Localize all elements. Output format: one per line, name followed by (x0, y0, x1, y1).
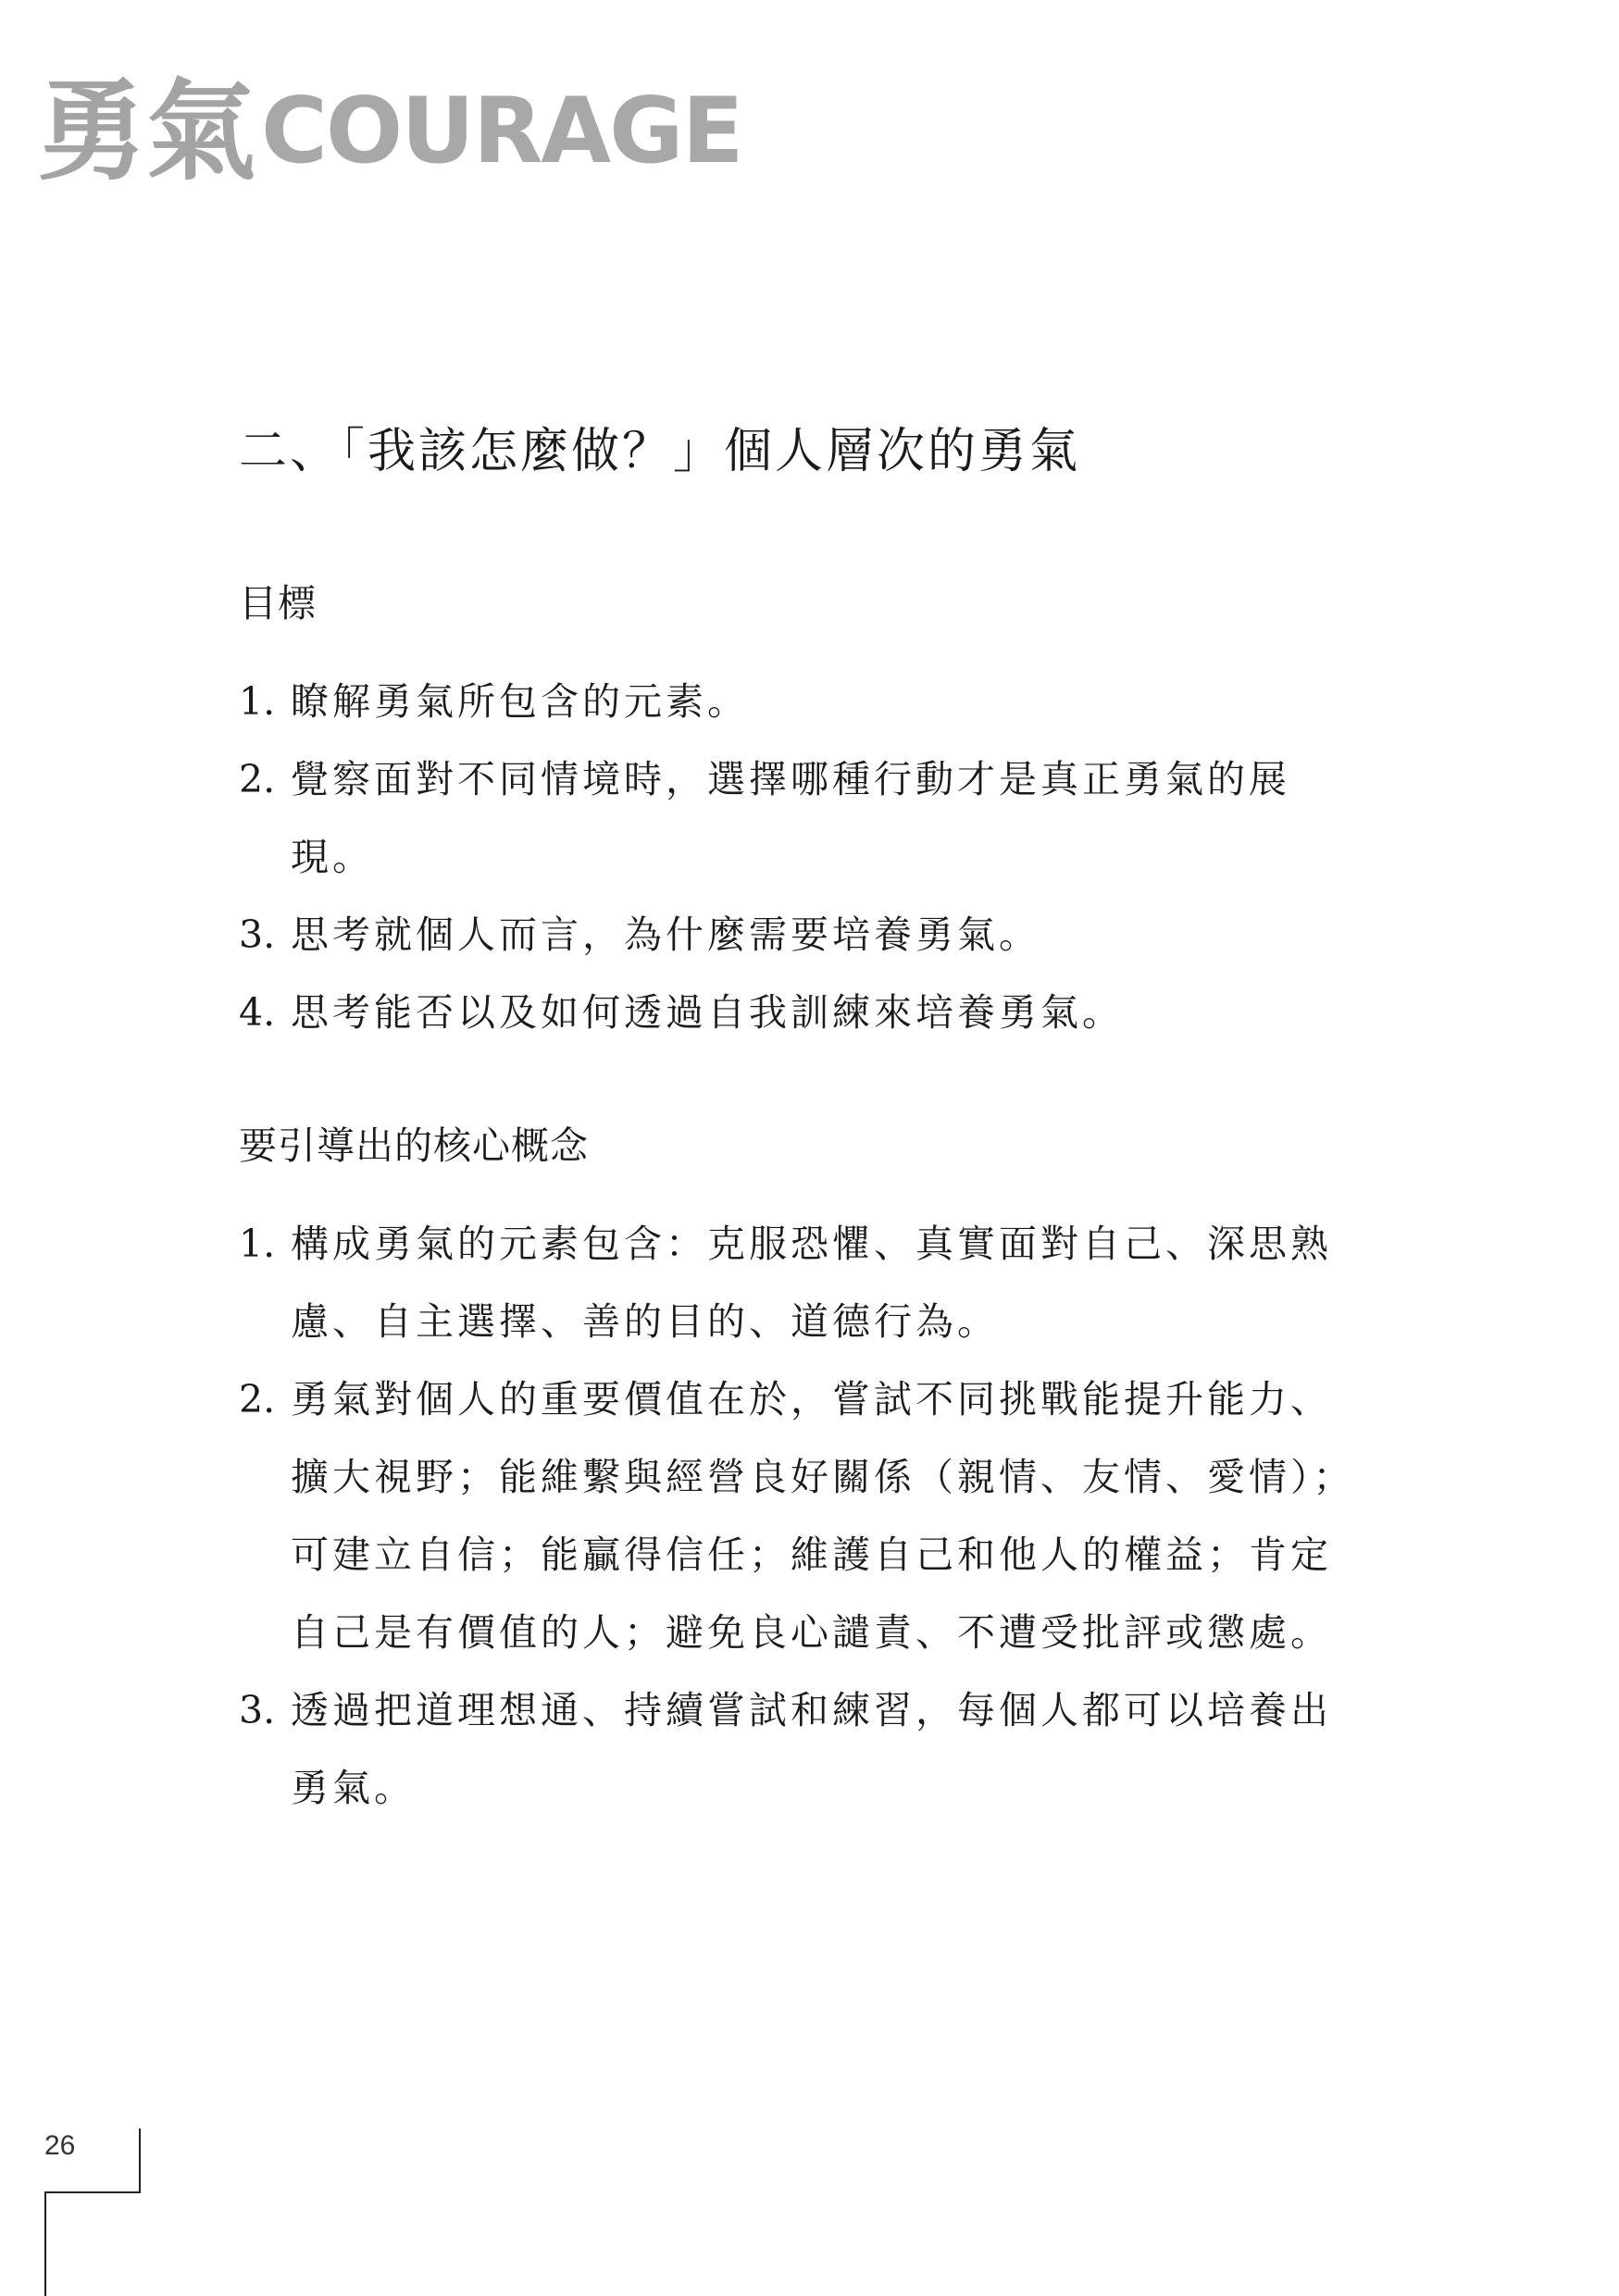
page-number: 26 (44, 2130, 76, 2161)
logo-latin-text: COURAGE (261, 79, 742, 184)
list-item-text: 透過把道理想通、持續嘗試和練習，每個人都可以培養出勇氣。 (291, 1688, 1332, 1810)
corner-mark-edge (44, 2191, 46, 2296)
goals-section (239, 581, 1359, 1051)
list-item-text: 思考能否以及如何透過自我訓練來培養勇氣。 (291, 990, 1124, 1035)
core-concepts-section (239, 1123, 1359, 1827)
list-item-text: 覺察面對不同情境時，選擇哪種行動才是真正勇氣的展現。 (291, 757, 1290, 879)
list-item-text: 構成勇氣的元素包含：克服恐懼、真實面對自己、深思熟慮、自主選擇、善的目的、道德行為。 (291, 1222, 1332, 1344)
courage-logo (37, 57, 742, 205)
concepts-title: 要引導出的核心概念 (239, 1123, 589, 1168)
list-item-text: 勇氣對個人的重要價值在於，嘗試不同挑戰能提升能力、擴大視野；能維繫與經營良好關係（親情、友情、愛情）；可建立自信；能贏得信任；維護自己和他人的權益；肯定自己是有價值的人；避免良心譴責、不遭受批評或懲處。 (291, 1377, 1355, 1655)
list-item (239, 974, 1359, 1051)
list-item-number: 4. (239, 990, 276, 1035)
list-item-number: 3. (239, 1688, 276, 1732)
list-item-number: 2. (239, 1377, 276, 1421)
corner-mark-horizontal (44, 2191, 141, 2193)
list-item (239, 1360, 1359, 1671)
list-item-text: 瞭解勇氣所包含的元素。 (291, 679, 749, 724)
logo-cjk-text: 勇氣 (37, 68, 256, 195)
list-item-text: 思考就個人而言，為什麼需要培養勇氣。 (291, 912, 1040, 957)
list-item (239, 740, 1359, 896)
list-item-number: 1. (239, 1222, 276, 1266)
list-item-number: 3. (239, 912, 276, 957)
corner-mark-vertical (139, 2128, 141, 2193)
list-item (239, 1671, 1359, 1827)
list-item (239, 1205, 1359, 1360)
list-item-number: 1. (239, 679, 276, 724)
section-heading: 二、「我該怎麼做？」個人層次的勇氣 (239, 424, 1081, 479)
list-item (239, 896, 1359, 974)
list-item-number: 2. (239, 757, 276, 801)
goals-title: 目標 (239, 581, 317, 626)
list-item (239, 663, 1359, 740)
